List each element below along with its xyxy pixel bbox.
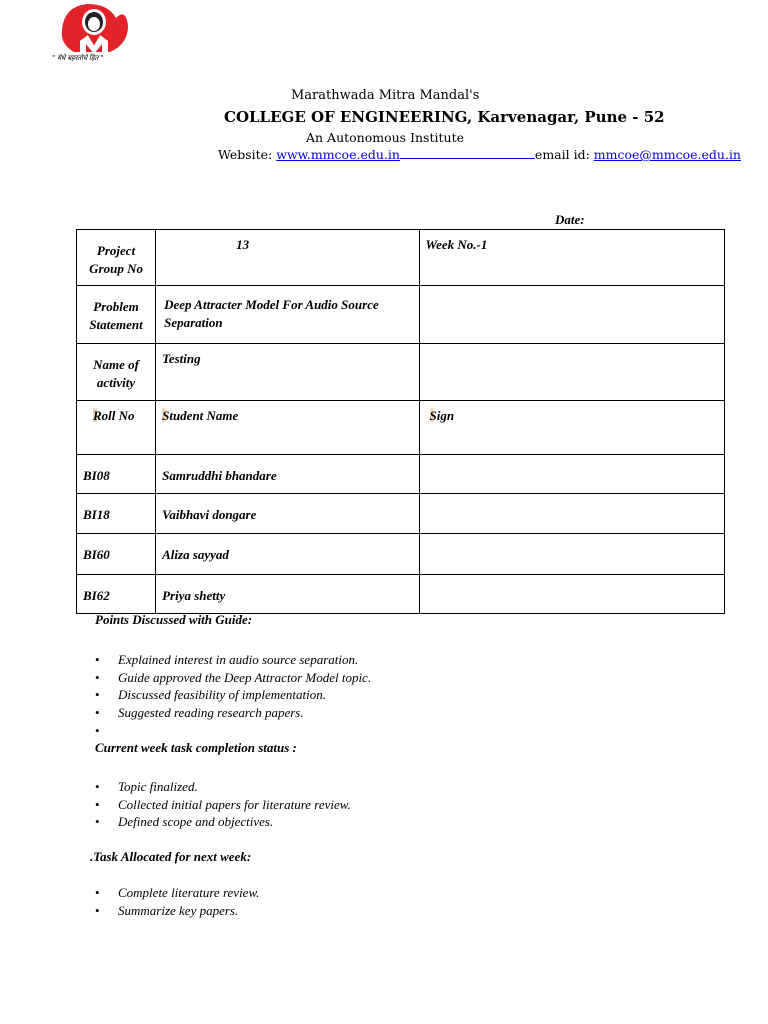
next-title: .Task Allocated for next week: — [90, 849, 252, 864]
list-item: • Collected initial papers for literature review. — [95, 796, 351, 814]
points-list — [95, 651, 371, 740]
list-item: • Topic finalized. — [95, 778, 351, 796]
sign-header-cell — [419, 401, 724, 455]
roll-number: BI62 — [83, 588, 110, 603]
activity-empty-cell — [419, 344, 724, 401]
activity-label-cell — [77, 344, 156, 401]
name-header-cell — [156, 401, 419, 455]
points-section — [95, 612, 252, 628]
list-item: • Explained interest in audio source separation. — [95, 651, 371, 669]
college-name: COLLEGE OF ENGINEERING, Karvenagar, Pune - 52 — [224, 108, 665, 126]
list-item: • Complete literature review. — [95, 884, 259, 902]
table-row — [77, 575, 725, 614]
list-item: • Suggested reading research papers. — [95, 704, 371, 722]
student-name-cell — [156, 575, 419, 614]
roll-number: BI08 — [83, 468, 110, 483]
sign-cell — [419, 494, 724, 534]
autonomous-label: An Autonomous Institute — [306, 130, 464, 145]
roll-cell — [77, 455, 156, 494]
activity-label: Name of activity — [93, 357, 139, 390]
email-label: email id: — [534, 147, 594, 162]
student-name: Vaibhavi dongare — [162, 507, 257, 522]
sign-header: Sign — [429, 408, 455, 423]
college-motto: " येथे बहरतोचे हित " — [52, 54, 104, 62]
table-row — [77, 534, 725, 575]
student-name: Priya shetty — [162, 588, 226, 603]
student-name: Aliza sayyad — [162, 547, 229, 562]
student-name-cell — [156, 534, 419, 575]
email-link[interactable]: mmcoe@mmcoe.edu.in — [593, 147, 741, 162]
project-group-row — [77, 230, 725, 286]
website-link[interactable]: www.mmcoe.edu.in — [276, 147, 400, 162]
problem-row — [77, 286, 725, 344]
next-section — [90, 849, 251, 865]
student-name-cell — [156, 494, 419, 534]
activity-value-cell — [156, 344, 419, 401]
project-group-value-cell — [156, 230, 419, 286]
list-item: • Summarize key papers. — [95, 902, 259, 920]
name-header: Student Name — [162, 408, 239, 423]
problem-value-cell — [156, 286, 419, 344]
table-row — [77, 494, 725, 534]
list-item: • Defined scope and objectives. — [95, 813, 351, 831]
week-label: Week No.-1 — [425, 237, 488, 252]
roll-cell — [77, 534, 156, 575]
list-item: • Discussed feasibility of implementation. — [95, 686, 371, 704]
list-item: • Guide approved the Deep Attractor Model topic. — [95, 669, 371, 687]
week-cell — [419, 230, 724, 286]
sign-cell — [419, 534, 724, 575]
underline-gap — [400, 147, 535, 159]
status-list — [95, 778, 351, 831]
date-label: Date: — [555, 212, 585, 227]
roll-cell — [77, 494, 156, 534]
roll-header-cell — [77, 401, 156, 455]
activity-row — [77, 344, 725, 401]
student-name-cell — [156, 455, 419, 494]
list-item — [95, 722, 371, 740]
report-table — [76, 229, 725, 614]
header-row — [77, 401, 725, 455]
next-list — [95, 884, 259, 919]
status-section — [95, 740, 297, 756]
roll-number: BI18 — [83, 507, 110, 522]
points-title: Points Discussed with Guide: — [95, 612, 253, 627]
contact-line — [218, 147, 741, 162]
roll-header: Roll No — [93, 408, 135, 423]
project-group-value: 13 — [236, 237, 250, 252]
project-group-label: Project Group No — [89, 243, 143, 276]
roll-cell — [77, 575, 156, 614]
activity-value: Testing — [162, 351, 201, 366]
problem-value: Deep Attracter Model For Audio Source Separation — [164, 297, 379, 330]
status-title: Current week task completion status : — [95, 740, 297, 755]
problem-empty-cell — [419, 286, 724, 344]
project-group-label-cell — [77, 230, 156, 286]
sign-cell — [419, 575, 724, 614]
table-row — [77, 455, 725, 494]
website-label: Website: — [218, 147, 277, 162]
problem-label: Problem Statement — [89, 299, 143, 332]
organization-name: Marathwada Mitra Mandal's — [291, 88, 480, 103]
problem-label-cell — [77, 286, 156, 344]
student-name: Samruddhi bhandare — [162, 468, 277, 483]
roll-number: BI60 — [83, 547, 110, 562]
sign-cell — [419, 455, 724, 494]
